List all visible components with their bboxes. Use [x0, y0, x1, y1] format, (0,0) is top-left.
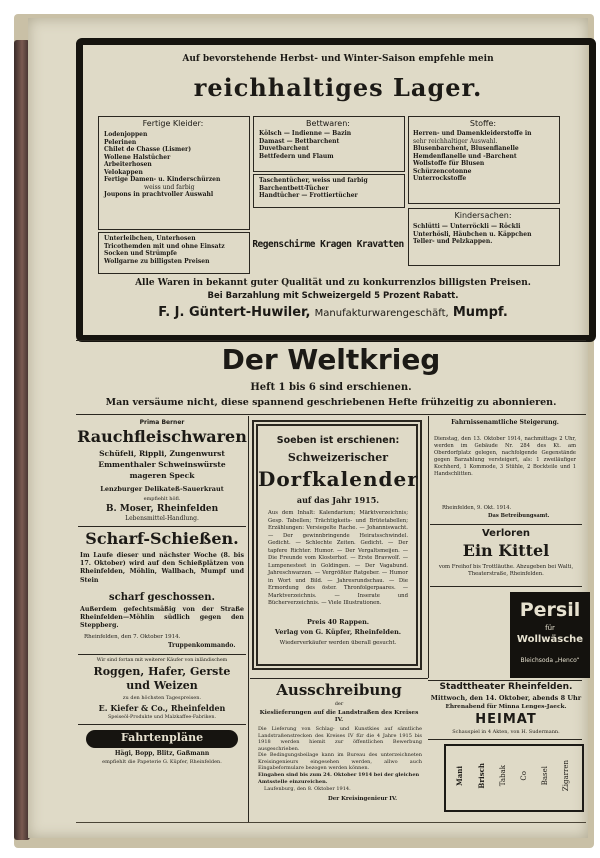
stoffe-item: Wollstoffe für Blusen — [413, 160, 485, 167]
persil-use: Wollwäsche — [516, 634, 584, 645]
fahrt-sub: Hägi, Bopp, Blitz, Gaßmann — [114, 750, 210, 757]
kalender-wieder: Wiederverkäufer werden überall gesucht. — [279, 640, 397, 646]
bettwaren-title: Bettwaren: — [306, 119, 350, 128]
stoffe-item: Herren- und Damenkleiderstoffe in — [413, 130, 532, 137]
ausschreibung-der: der — [334, 701, 344, 707]
steigerung-sign: Das Betreibungsamt. — [488, 513, 550, 519]
bettwaren-list — [259, 130, 351, 160]
moser-name: B. Moser, Rheinfelden — [105, 504, 219, 514]
kiefer-name: E. Kiefer & Co., Rheinfelden — [98, 703, 226, 713]
theater-play: HEIMAT — [475, 712, 537, 727]
kleider-list — [104, 131, 220, 199]
ausschreibung-text2: Die Bedingungsbeilage kann im Bureau des unterzeichneten Kreisingenieurs eingesehen werden, allwo auch Eingabeformulare bezogen werden können. — [258, 752, 422, 771]
bettwaren-item: Damast — Bettbarchent — [259, 137, 340, 145]
unterkleider-item: Wollgarne zu billigsten Preisen — [104, 257, 210, 265]
theater-date: Mittwoch, den 14. Oktober, abends 8 Uhr — [430, 694, 582, 702]
tuecher-list — [259, 177, 368, 200]
scharf-text: Im Laufe dieser und nächster Woche (8. bis 17. Oktober) wird auf den Schießplätzen von Rheinfelden, Möhlin, Wallbach, Mumpf und Stein — [80, 552, 244, 584]
tuecher-item: Taschentücher, weiss und farbig — [259, 177, 368, 184]
bettwaren-item: Kölsch — Indienne — Bazin — [259, 130, 352, 137]
stoffe-item: Hemdenflanelle und -Barchent — [413, 152, 517, 160]
tabak-word: Zigarren — [561, 760, 570, 792]
kleider-item: Chilet de Chasse (Lismer) — [104, 146, 192, 153]
firm-name: F. J. Güntert-Huwiler, — [158, 305, 311, 320]
ausschreibung-text3: Eingaben sind bis zum 24. Oktober 1914 bei der gleichen Amtsstelle einzureichen. — [258, 772, 420, 785]
stoffe-item: Schürzencotonne — [413, 167, 472, 175]
moser-line: mageren Speck — [129, 471, 195, 480]
kiefer-grain2: und Weizen — [126, 679, 198, 692]
tabak-columns — [448, 748, 576, 804]
kalender-inhalt: Aus dem Inhalt: Kalendarium; Märktverzeichnis; Gesp. Tabellen; Trächtigkeits- und Brütetabellen; Erzählungen: Versiegelte Rache. — Johanniswacht. — Der gewinnbringende Heiratsschwindel. Gedicht. — Schlechte Zeiten. Gedicht. — Der tapfere Richter. Humor. — Der Vergaltsmeijen. — Die Freunde vom Klosterhof. — Erste Bravwolf. — Lumpenesteet in Goldingen. — Der Vagabund. Jahreschwarzen. — Vergrößter Ratgeber. — Humor in Wort und Bild. — Jahresrundschau. — Die Ermordung des öster. Thronfolgerpaares. — Marktverzeichnis. — Inserate und Bücherverzeichnis. — Viele Illustrationen. — [268, 510, 408, 607]
kalender-jahr: auf das Jahr 1915. — [296, 495, 380, 505]
scharf-title: Scharf-Schießen. — [85, 529, 239, 548]
kinder-list — [413, 223, 531, 246]
tabak-word: Basel — [540, 766, 549, 786]
kleider-item: Lodenjoppen — [104, 131, 148, 138]
kleider-item: Joupons in prachtvoller Auswahl — [104, 191, 214, 198]
regenschirme-line: Regenschirme Kragen Kravatten — [252, 239, 404, 250]
kiefer-intro: Wir sind fortan mit weiterer Käufer von inländischem — [96, 658, 228, 663]
kalender-preis: Preis 40 Rappen. — [306, 618, 370, 626]
kleider-item: Arbeiterhosen — [104, 161, 152, 168]
moser-shop: Lebensmittel-Handlung. — [125, 515, 199, 522]
divider — [430, 586, 582, 587]
page-bottom-rule — [76, 822, 586, 823]
ausschreibung-title: Ausschreibung — [276, 681, 402, 699]
kleider-item: Fertige Damen- u. Kinderschürzen — [104, 176, 221, 183]
kiefer-preis: zu den höchsten Tagespreisen. — [122, 695, 202, 701]
kleider-item: weiss und farbig — [144, 183, 195, 191]
bettwaren-item: Bettfedern und Flaum — [259, 152, 334, 160]
ausschreibung-date: Laufenburg, den 8. Oktober 1914. — [264, 786, 351, 792]
unterkleider-item: Unterleibchen, Unterhosen — [104, 235, 196, 242]
kiefer-trade: Speiseöl-Produkte und Malzkaffee-Fabriken. — [107, 715, 217, 720]
kalender-soeben: Soeben ist erschienen: — [276, 435, 400, 446]
divider — [78, 654, 246, 655]
stoffe-item: Blusenbarchent, Blusenflanelle — [413, 145, 519, 152]
unterkleider-item: Socken und Strümpfe — [104, 250, 177, 257]
fahrt-title: Fahrtenpläne — [120, 731, 204, 744]
moser-line: Schüfeli, Rippli, Zungenwurst — [99, 449, 225, 458]
guentert-firm — [88, 306, 578, 321]
ausschreibung-sign: Der Kreisingenieur IV. — [328, 796, 398, 802]
divider — [428, 680, 582, 681]
scharf-sign: Truppenkommando. — [168, 642, 236, 649]
divider — [78, 724, 246, 725]
firm-desc: Manufakturwarengeschäft, — [314, 308, 449, 319]
guentert-headline: reichhaltiges Lager. — [193, 73, 483, 102]
moser-prima: Prima Berner — [139, 419, 185, 426]
unterkleider-item: Tricothemden mit und ohne Einsatz — [104, 242, 225, 250]
kalender-verlag: Verlag von G. Küpfer, Rheinfelden. — [274, 628, 402, 636]
kinder-item: Schlütti — Unterröckli — Röckli — [413, 223, 521, 230]
weltkrieg-title: Der Weltkrieg — [221, 343, 441, 376]
divider — [250, 678, 428, 679]
moser-title: Rauchfleischwaren — [77, 427, 247, 446]
theater-title: Stadttheater Rheinfelden. — [439, 682, 573, 692]
kalender-title: Dorfkalender — [258, 467, 419, 491]
kleider-item: Velokappen — [104, 168, 143, 176]
divider — [428, 739, 582, 740]
guentert-rabatt: Bei Barzahlung mit Schweizergeld 5 Prozent Rabatt. — [207, 291, 459, 301]
moser-line: Emmenthaler Schweinswürste — [98, 460, 226, 469]
ausschreibung-sub: Kieslieferungen auf die Landstraßen des Kreises IV. — [259, 710, 419, 724]
tuecher-item: Barchentbett-Tücher — [259, 184, 329, 192]
ausschreibung-text: Die Lieferung von Schlag- und Kunstkies auf sämtliche Landstraßenstrecken des Kreises IV für die 4 Jahre 1915 bis 1918 werden hiemit zur öffentlichen Bewerbung ausgeschrieben. — [258, 726, 422, 752]
kalender-schweizer: Schweizerischer — [287, 451, 389, 464]
theater-author: Schauspiel in 4 Akten, von H. Sudermann. — [452, 729, 560, 735]
kiefer-grain: Roggen, Hafer, Gerste — [93, 665, 231, 678]
column-rule — [248, 416, 249, 822]
stoffe-title: Stoffe: — [469, 119, 497, 128]
kittel-text: vom Freihof bis Trottläuthe. Abzugeben bei Walti, Theaterstraße, Rheinfelden. — [438, 564, 574, 577]
kinder-item: Unterhösli, Häubchen u. Käppchen — [413, 230, 532, 238]
kinder-title: Kindersachen: — [454, 211, 512, 220]
kleider-title: Fertige Kleider: — [142, 119, 204, 128]
scharf-text2: Außerdem gefechtsmäßig von der Straße Rheinfelden—Möhlin südlich gegen den Steppberg. — [80, 606, 244, 630]
column-rule — [428, 416, 429, 678]
guentert-slogan: Alle Waren in bekannt guter Qualität und zu konkurrenzlos billigsten Preisen. — [135, 278, 531, 288]
persil-brand: Persil — [519, 599, 581, 621]
unterkleider-list — [104, 235, 225, 265]
persil-maker: Bleichsoda „Henco“ — [520, 657, 580, 664]
newspaper-page — [28, 18, 588, 838]
tabak-word: Brisch — [476, 763, 486, 789]
fahrt-line: empfiehlt die Papeterie G. Küpfer, Rheinfelden. — [102, 759, 222, 765]
divider — [430, 524, 582, 525]
weltkrieg-line: Man versäume nicht, diese spannend geschriebenen Hefte frühzeitig zu abonnieren. — [105, 397, 557, 408]
divider — [76, 414, 586, 415]
weltkrieg-sub: Heft 1 bis 6 sind erschienen. — [250, 382, 412, 393]
tabak-word: Mani — [454, 765, 464, 787]
bettwaren-item: Duvetbarchent — [259, 145, 309, 152]
steigerung-title: Fahrnissenamtliche Steigerung. — [451, 419, 559, 426]
steigerung-date: Rheinfelden, 9. Okt. 1914. — [442, 505, 512, 511]
divider — [78, 526, 246, 527]
theater-ehren: Ehrenabend für Minna Lenges-Jaeck. — [445, 704, 567, 710]
tabak-word: Tabak — [498, 765, 507, 787]
moser-empf: empfiehlt höfl. — [143, 496, 181, 502]
firm-town: Mumpf. — [452, 305, 508, 320]
scharf-scharf: scharf geschossen. — [109, 592, 215, 603]
kleider-item: Pelerinen — [104, 138, 137, 146]
stoffe-item: sehr reichhaltiger Auswahl. — [413, 137, 498, 145]
persil-fuer: für — [545, 624, 555, 632]
kleider-item: Wollene Halstücher — [104, 153, 171, 161]
kittel-title: Ein Kittel — [462, 541, 550, 560]
kittel-verloren: Verloren — [481, 528, 531, 539]
guentert-intro: Auf bevorstehende Herbst- und Winter-Saison empfehle mein — [182, 54, 494, 64]
stoffe-item: Unterrockstoffe — [413, 175, 467, 182]
kinder-item: Teller- und Pelzkappen. — [413, 238, 493, 245]
steigerung-text: Dienstag, den 13. Oktober 1914, nachmittags 2 Uhr, werden im Gebäude Nr. 284 des Kt. am Oberdorfplatz gelegen, nachfolgende Gegenstände gegen Barzahlung versteigert, als: 1 zweiläufiger Kochherd, 1 Kommode, 3 Stühle, 2 Bockteile und 1 Handschlitten. — [434, 436, 576, 478]
tabak-word: Co — [519, 771, 528, 781]
stoffe-list — [413, 130, 532, 183]
scharf-date: Rheinfelden, den 7. Oktober 1914. — [84, 634, 181, 640]
divider — [76, 340, 586, 341]
moser-sauerkraut: Lenzburger Delikateß-Sauerkraut — [100, 485, 224, 493]
tuecher-item: Handtücher — Frottiertücher — [259, 192, 358, 199]
